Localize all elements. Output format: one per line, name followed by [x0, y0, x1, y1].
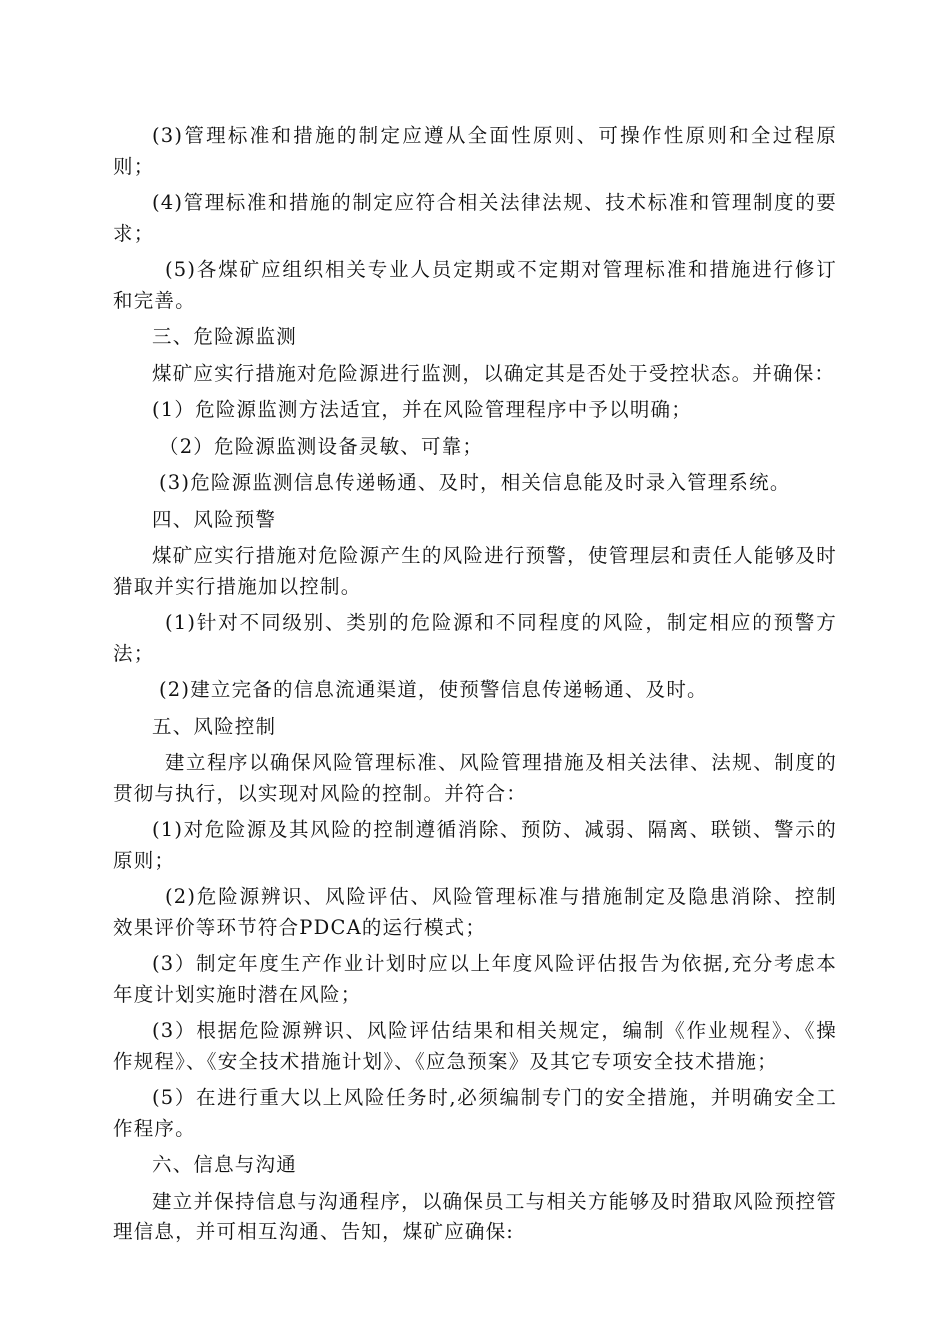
paragraph: 建立程序以确保风险管理标准、风险管理措施及相关法律、法规、制度的贯彻与执行，以实现对风险的控制。并符合：: [113, 751, 837, 805]
section-heading: 三、危险源监测: [152, 325, 297, 348]
paragraph: (3）根据危险源辨识、风险评估结果和相关规定，编制《作业规程》、《操作规程》、《安全技术措施计划》、《应急预案》及其它专项安全技术措施；: [113, 1019, 837, 1073]
paragraph: (4)管理标准和措施的制定应符合相关法律法规、技术标准和管理制度的要求；: [113, 191, 837, 245]
paragraph: （2）危险源监测设备灵敏、可靠；: [159, 434, 484, 458]
paragraph: 建立并保持信息与沟通程序，以确保员工与相关方能够及时猎取风险预控管理信息，并可相互沟通、告知，煤矿应确保:: [113, 1189, 837, 1243]
paragraph: 煤矿应实行措施对危险源进行监测，以确定其是否处于受控状态。并确保：: [152, 361, 836, 385]
document-body: [113, 121, 837, 1254]
paragraph: (5）在进行重大以上风险任务时,必须编制专门的安全措施，并明确安全工作程序。: [113, 1086, 837, 1140]
paragraph: (3)管理标准和措施的制定应遵从全面性原则、可操作性原则和全过程原则；: [113, 124, 837, 178]
paragraph: (1)针对不同级别、类别的危险源和不同程度的风险，制定相应的预警方法；: [113, 611, 837, 665]
paragraph: (3）制定年度生产作业计划时应以上年度风险评估报告为依据,充分考虑本年度计划实施时潜在风险；: [113, 952, 837, 1006]
paragraph: (3)危险源监测信息传递畅通、及时，相关信息能及时录入管理系统。: [159, 471, 791, 494]
section-heading: 六、信息与沟通: [152, 1153, 297, 1176]
paragraph: (2)建立完备的信息流通渠道，使预警信息传递畅通、及时。: [159, 678, 708, 701]
paragraph: (1)对危险源及其风险的控制遵循消除、预防、减弱、隔离、联锁、警示的原则；: [113, 818, 837, 872]
section-heading: 四、风险预警: [152, 507, 277, 531]
paragraph: (5)各煤矿应组织相关专业人员定期或不定期对管理标准和措施进行修订和完善。: [113, 258, 837, 312]
paragraph: (1）危险源监测方法适宜，并在风险管理程序中予以明确；: [152, 398, 692, 421]
paragraph: (2)危险源辨识、风险评估、风险管理标准与措施制定及隐患消除、控制效果评价等环节符合PDCA的运行模式；: [113, 885, 837, 939]
section-heading: 五、风险控制: [152, 714, 277, 738]
paragraph: 煤矿应实行措施对危险源产生的风险进行预警，使管理层和责任人能够及时猎取并实行措施加以控制。: [113, 544, 837, 598]
